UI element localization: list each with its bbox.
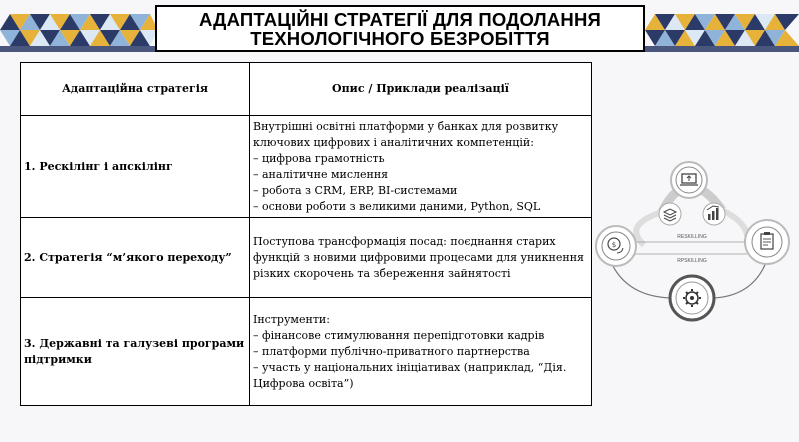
strategy-cell: 3. Державні та галузеві програми підтримки <box>21 298 250 406</box>
column-header-strategy: Адаптаційна стратегія <box>21 63 250 116</box>
table-row <box>21 116 592 218</box>
table-header-row <box>21 63 592 116</box>
stack-icon <box>659 203 681 225</box>
table-row <box>21 298 592 406</box>
diagram-label-top: RESKILLING <box>677 234 707 240</box>
svg-text:$: $ <box>611 241 617 249</box>
decorative-banner-left <box>0 0 158 60</box>
column-header-description: Опис / Приклади реалізації <box>250 63 592 116</box>
laptop-upload-icon <box>671 162 707 198</box>
description-cell: Внутрішні освітні платформи у банках для розвитку ключових цифрових і аналітичних компетенцій: – цифрова грамотність – аналітичне мислення – робота з CRM, ERP, BI-системами – основи роботи з великими даними, Python, SQL <box>250 116 592 218</box>
strategy-cell: 2. Стратегія “м’якого переходу” <box>21 218 250 298</box>
chart-gear-icon <box>703 203 725 225</box>
title-box <box>155 5 645 52</box>
diagram-label-bottom: RPSKILLING <box>677 258 707 264</box>
strategies-table <box>20 62 592 406</box>
strategy-cell: 1. Рескілінг і апскілінг <box>21 116 250 218</box>
table-row <box>21 218 592 298</box>
decorative-banner-right <box>645 0 799 60</box>
coins-icon <box>596 226 636 266</box>
clipboard-icon <box>745 220 789 264</box>
gear-icon <box>670 276 714 320</box>
reskilling-cycle-diagram <box>592 150 799 330</box>
page-title: АДАПТАЦІЙНІ СТРАТЕГІЇ ДЛЯ ПОДОЛАННЯ ТЕХНОЛОГІЧНОГО БЕЗРОБІТТЯ <box>198 8 602 49</box>
description-cell: Інструменти: – фінансове стимулювання перепідготовки кадрів – платформи публічно-приватного партнерства – участь у національних ініціативах (наприклад, “Дія. Цифрова освіта”) <box>250 298 592 406</box>
description-cell: Поступова трансформація посад: поєднання старих функцій з новими цифровими процесами для уникнення різких скорочень та збереження зайнятості <box>250 218 592 298</box>
